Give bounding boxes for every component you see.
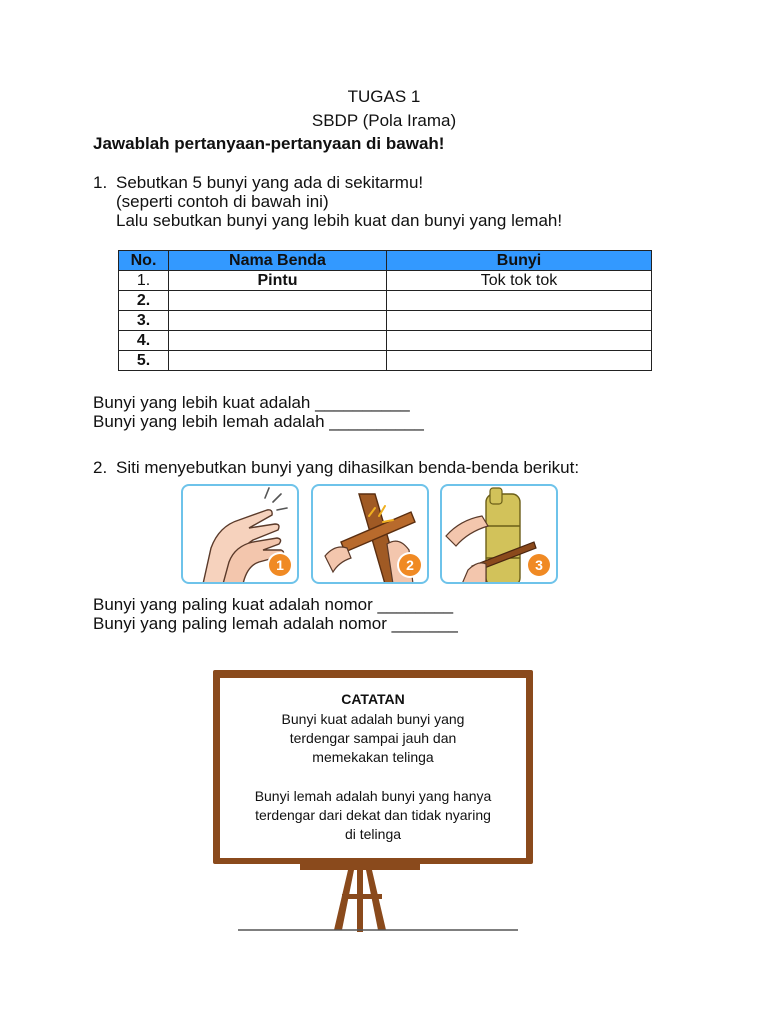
page-title: TUGAS 1 xyxy=(347,87,421,106)
page-subtitle: SBDP (Pola Irama) xyxy=(311,111,457,130)
question-1-line-2: (seperti contoh di bawah ini) xyxy=(116,192,329,211)
object-name-cell[interactable] xyxy=(169,331,387,351)
answer-strongest-sound: Bunyi yang paling kuat adalah nomor ________ xyxy=(93,595,454,614)
column-header-bunyi: Bunyi xyxy=(387,251,652,271)
question-1-line-1: Sebutkan 5 bunyi yang ada di sekitarmu! xyxy=(116,173,424,192)
table-row xyxy=(119,331,652,351)
sound-cell[interactable] xyxy=(387,311,652,331)
note-weak-line-2: terdengar dari dekat dan tidak nyaring xyxy=(255,807,491,823)
image-badge-3: 3 xyxy=(528,554,550,576)
row-number: 2. xyxy=(119,291,169,311)
question-2-number: 2. xyxy=(93,458,108,477)
column-header-nama-benda: Nama Benda xyxy=(169,251,387,271)
image-badge-2: 2 xyxy=(399,554,421,576)
object-name-cell: Pintu xyxy=(169,271,387,291)
sound-table xyxy=(118,250,652,371)
answer-weaker-sound: Bunyi yang lebih lemah adalah __________ xyxy=(93,412,424,431)
easel-legs xyxy=(230,860,530,940)
row-number: 1. xyxy=(119,271,169,291)
answer-stronger-sound: Bunyi yang lebih kuat adalah __________ xyxy=(93,393,410,412)
table-row xyxy=(119,291,652,311)
image-panel-3 xyxy=(440,484,558,584)
table-row xyxy=(119,351,652,371)
row-number: 5. xyxy=(119,351,169,371)
object-name-cell[interactable] xyxy=(169,311,387,331)
question-2-text: Siti menyebutkan bunyi yang dihasilkan benda-benda berikut: xyxy=(116,458,580,477)
instruction: Jawablah pertanyaan-pertanyaan di bawah! xyxy=(93,134,445,153)
note-weak-line-3: di telinga xyxy=(344,826,402,842)
object-name-cell[interactable] xyxy=(169,291,387,311)
answer-weakest-sound: Bunyi yang paling lemah adalah nomor _______ xyxy=(93,614,458,633)
row-number: 4. xyxy=(119,331,169,351)
image-badge-1: 1 xyxy=(269,554,291,576)
object-name-cell[interactable] xyxy=(169,351,387,371)
note-weak-line-1: Bunyi lemah adalah bunyi yang hanya xyxy=(254,788,492,804)
sound-cell[interactable] xyxy=(387,291,652,311)
note-strong-line-3: memekakan telinga xyxy=(312,749,434,765)
note-strong-line-2: terdengar sampai jauh dan xyxy=(289,730,457,746)
question-1-number: 1. xyxy=(93,173,108,192)
table-row xyxy=(119,271,652,291)
column-header-no: No. xyxy=(119,251,169,271)
sound-cell[interactable] xyxy=(387,331,652,351)
note-heading: CATATAN xyxy=(341,691,405,707)
note-strong-line-1: Bunyi kuat adalah bunyi yang xyxy=(281,711,465,727)
question-1-line-3: Lalu sebutkan bunyi yang lebih kuat dan bunyi yang lemah! xyxy=(116,211,563,230)
image-panel-1 xyxy=(181,484,299,584)
sound-cell[interactable] xyxy=(387,351,652,371)
row-number: 3. xyxy=(119,311,169,331)
table-header-row xyxy=(119,251,652,271)
table-row xyxy=(119,311,652,331)
image-panel-2 xyxy=(311,484,429,584)
sound-cell: Tok tok tok xyxy=(387,271,652,291)
